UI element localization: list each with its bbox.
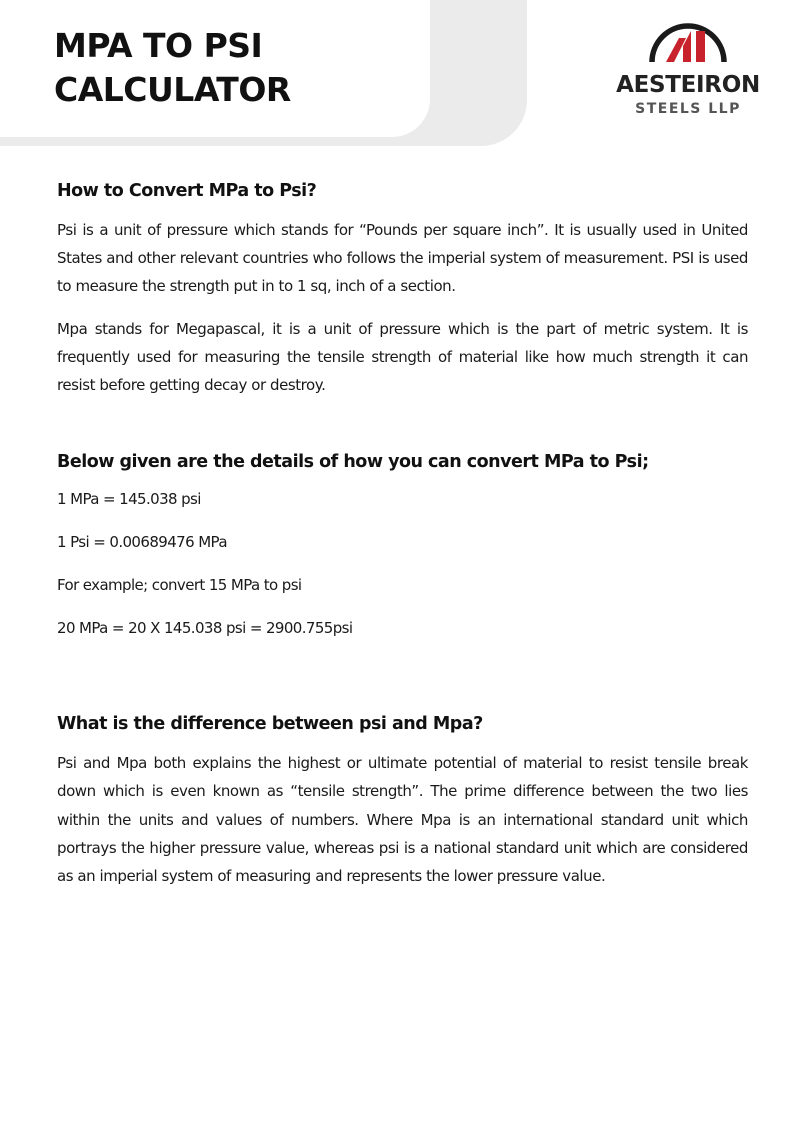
logo-company-name: AESTEIRON — [616, 72, 760, 98]
company-logo — [606, 10, 770, 122]
paragraph-difference: Psi and Mpa both explains the highest or ultimate potential of material to resist tensile break down which is even known as “tensile strength”. The prime difference between the two lies within the units and values of numbers. Where Mpa is an international standard unit which portrays the higher pressure value, whereas psi is a national standard unit which are considered as an imperial system of measuring and represents the lower pressure value. — [57, 754, 748, 886]
conversion-line: 1 MPa = 145.038 psi — [57, 490, 201, 509]
main-content — [57, 178, 748, 890]
paragraph-psi-definition: Psi is a unit of pressure which stands for “Pounds per square inch”. It is usually used in United States and other relevant countries who follows the imperial system of measurement. PSI is used to measure the strength put in to 1 sq, inch of a section. — [57, 221, 748, 296]
heading-conversion-details: Below given are the details of how you can convert MPa to Psi; — [57, 452, 649, 473]
conversion-line: 1 Psi = 0.00689476 MPa — [57, 533, 227, 552]
section-conversion-details — [57, 449, 748, 639]
page-title — [54, 24, 291, 112]
conversion-line: For example; convert 15 MPa to psi — [57, 576, 302, 595]
section-difference — [57, 711, 748, 890]
logo-mark-icon — [645, 10, 731, 68]
page-title-line-1: MPA TO PSI — [54, 26, 263, 65]
conversion-line: 20 MPa = 20 X 145.038 psi = 2900.755psi — [57, 619, 353, 638]
logo-company-subtitle: STEELS LLP — [635, 101, 741, 117]
heading-difference: What is the difference between psi and Mpa? — [57, 714, 483, 735]
paragraph-mpa-definition: Mpa stands for Megapascal, it is a unit of pressure which is the part of metric system. It is frequently used for measuring the tensile strength of material like how much strength it can resist before getting decay or destroy. — [57, 319, 748, 395]
section-how-to-convert — [57, 178, 748, 399]
heading-how-to-convert: How to Convert MPa to Psi? — [57, 181, 317, 201]
page-title-line-2: CALCULATOR — [54, 70, 291, 109]
